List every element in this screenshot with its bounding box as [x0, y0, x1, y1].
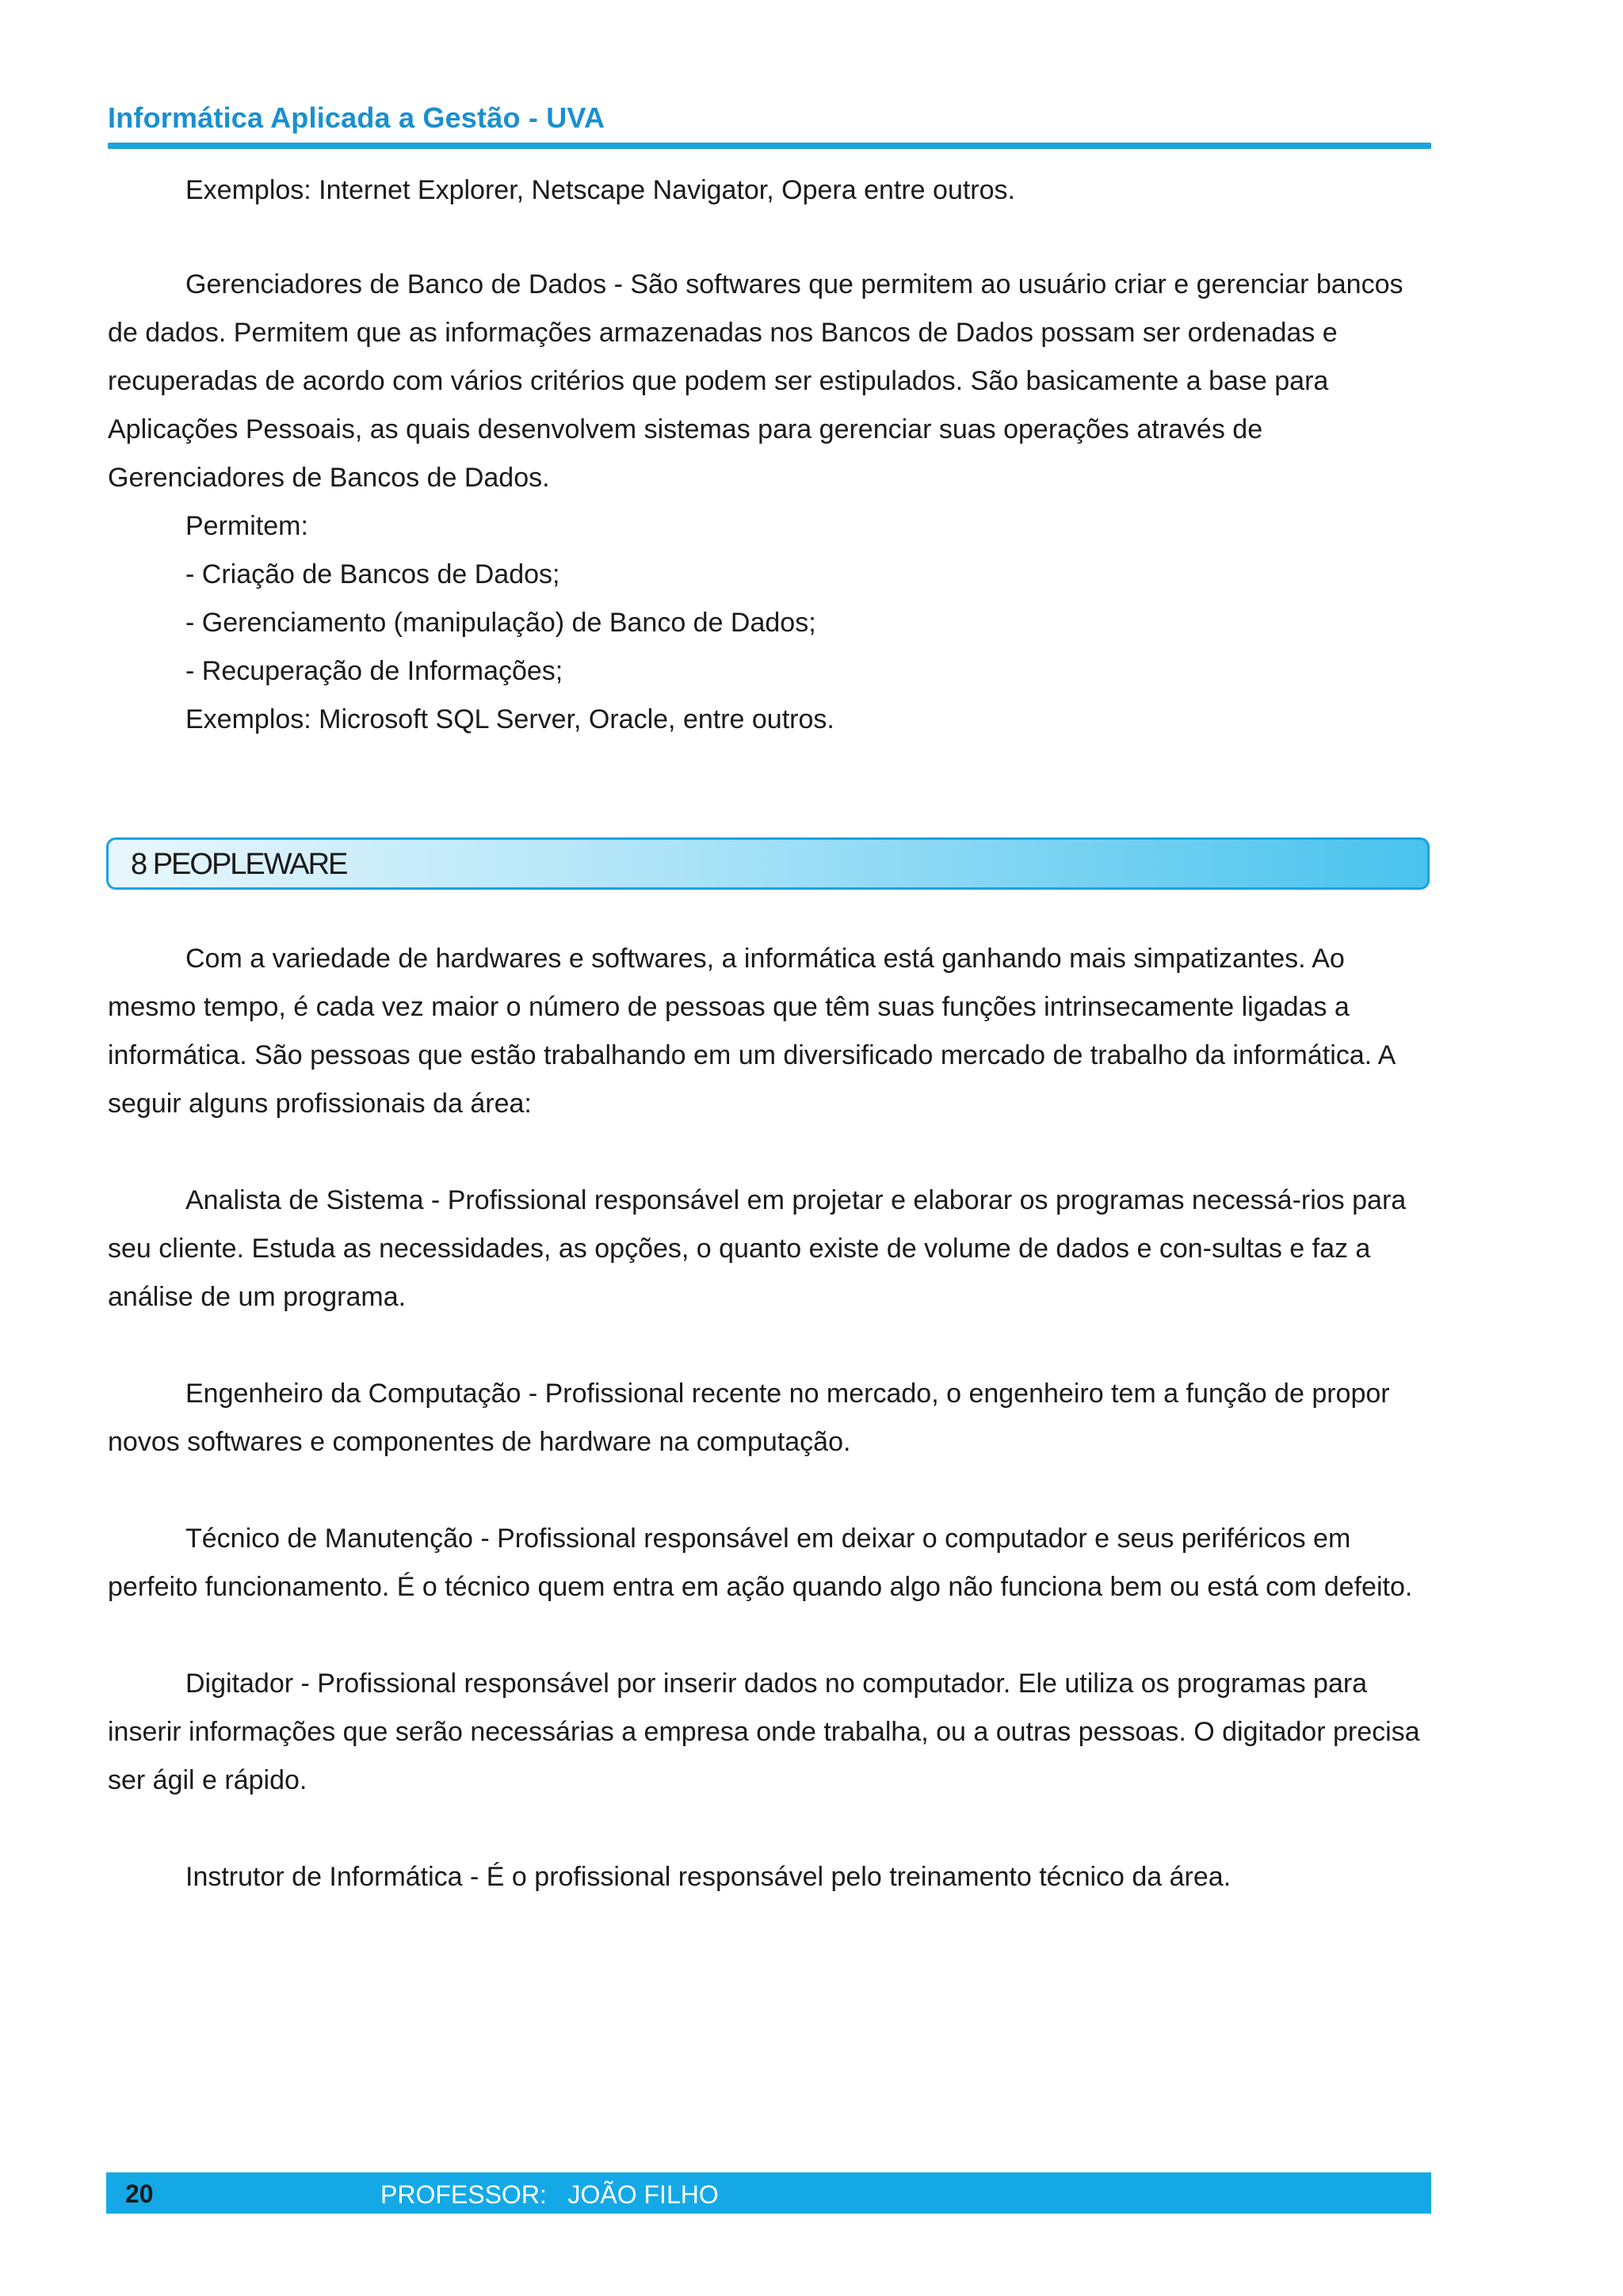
section-title: 8 PEOPLEWARE: [131, 848, 347, 881]
footer-professor: PROFESSOR: JOÃO FILHO: [380, 2180, 719, 2209]
list-item: - Criação de Bancos de Dados;: [185, 559, 560, 589]
instrutor-paragraph: Instrutor de Informática - É o profissional responsável pelo treinamento técnico da área.: [185, 1862, 1232, 1892]
page-header-title: Informática Aplicada a Gestão - UVA: [108, 101, 605, 134]
top-content: [108, 166, 1431, 744]
peopleware-content: [108, 935, 1431, 1901]
permitem-label: Permitem:: [185, 511, 308, 541]
header-rule: [108, 143, 1431, 149]
digitador-paragraph: Digitador - Profissional responsável por inserir dados no computador. Ele utiliza os programas para inserir informações que serão necessárias a empresa onde trabalha, ou a outras pessoas. O digitador precisa ser ágil e rápido.: [108, 1669, 1420, 1795]
examples-browsers-line: Exemplos: Internet Explorer, Netscape Navigator, Opera entre outros.: [185, 175, 1015, 205]
intro-paragraph: Com a variedade de hardwares e softwares, a informática está ganhando mais simpatizantes. Ao mesmo tempo, é cada vez maior o número de pessoas que têm suas funções intrinsecamente ligadas a informática. São pessoas que estão trabalhando em um diversificado mercado de trabalho da informática. A seguir alguns profissionais da área:: [108, 944, 1395, 1119]
tecnico-paragraph: Técnico de Manutenção - Profissional responsável em deixar o computador e seus periféricos em perfeito funcionamento. É o técnico quem entra em ação quando algo não funciona bem ou está com defeito.: [108, 1524, 1413, 1602]
list-item: - Recuperação de Informações;: [185, 656, 563, 686]
analista-paragraph: Analista de Sistema - Profissional responsável em projetar e elaborar os programas necessá-rios para seu cliente. Estuda as necessidades, as opções, o quanto existe de volume de dados e con-sultas e faz a análise de um programa.: [108, 1185, 1407, 1312]
engenheiro-paragraph: Engenheiro da Computação - Profissional recente no mercado, o engenheiro tem a função de propor novos softwares e componentes de hardware na computação.: [108, 1379, 1390, 1457]
dbms-paragraph: Gerenciadores de Banco de Dados - São softwares que permitem ao usuário criar e gerenciar bancos de dados. Permitem que as informações armazenadas nos Bancos de Dados possam ser ordenadas e recuperadas de acordo com vários critérios que podem ser estipulados. São basicamente a base para Aplicações Pessoais, as quais desenvolvem sistemas para gerenciar suas operações através de Gerenciadores de Bancos de Dados.: [108, 269, 1403, 493]
examples-dbms-line: Exemplos: Microsoft SQL Server, Oracle, entre outros.: [185, 704, 834, 734]
section-heading-banner: [106, 837, 1430, 890]
list-item: - Gerenciamento (manipulação) de Banco de Dados;: [185, 608, 816, 638]
footer-bar: [106, 2172, 1431, 2214]
page-number: 20: [125, 2180, 154, 2208]
